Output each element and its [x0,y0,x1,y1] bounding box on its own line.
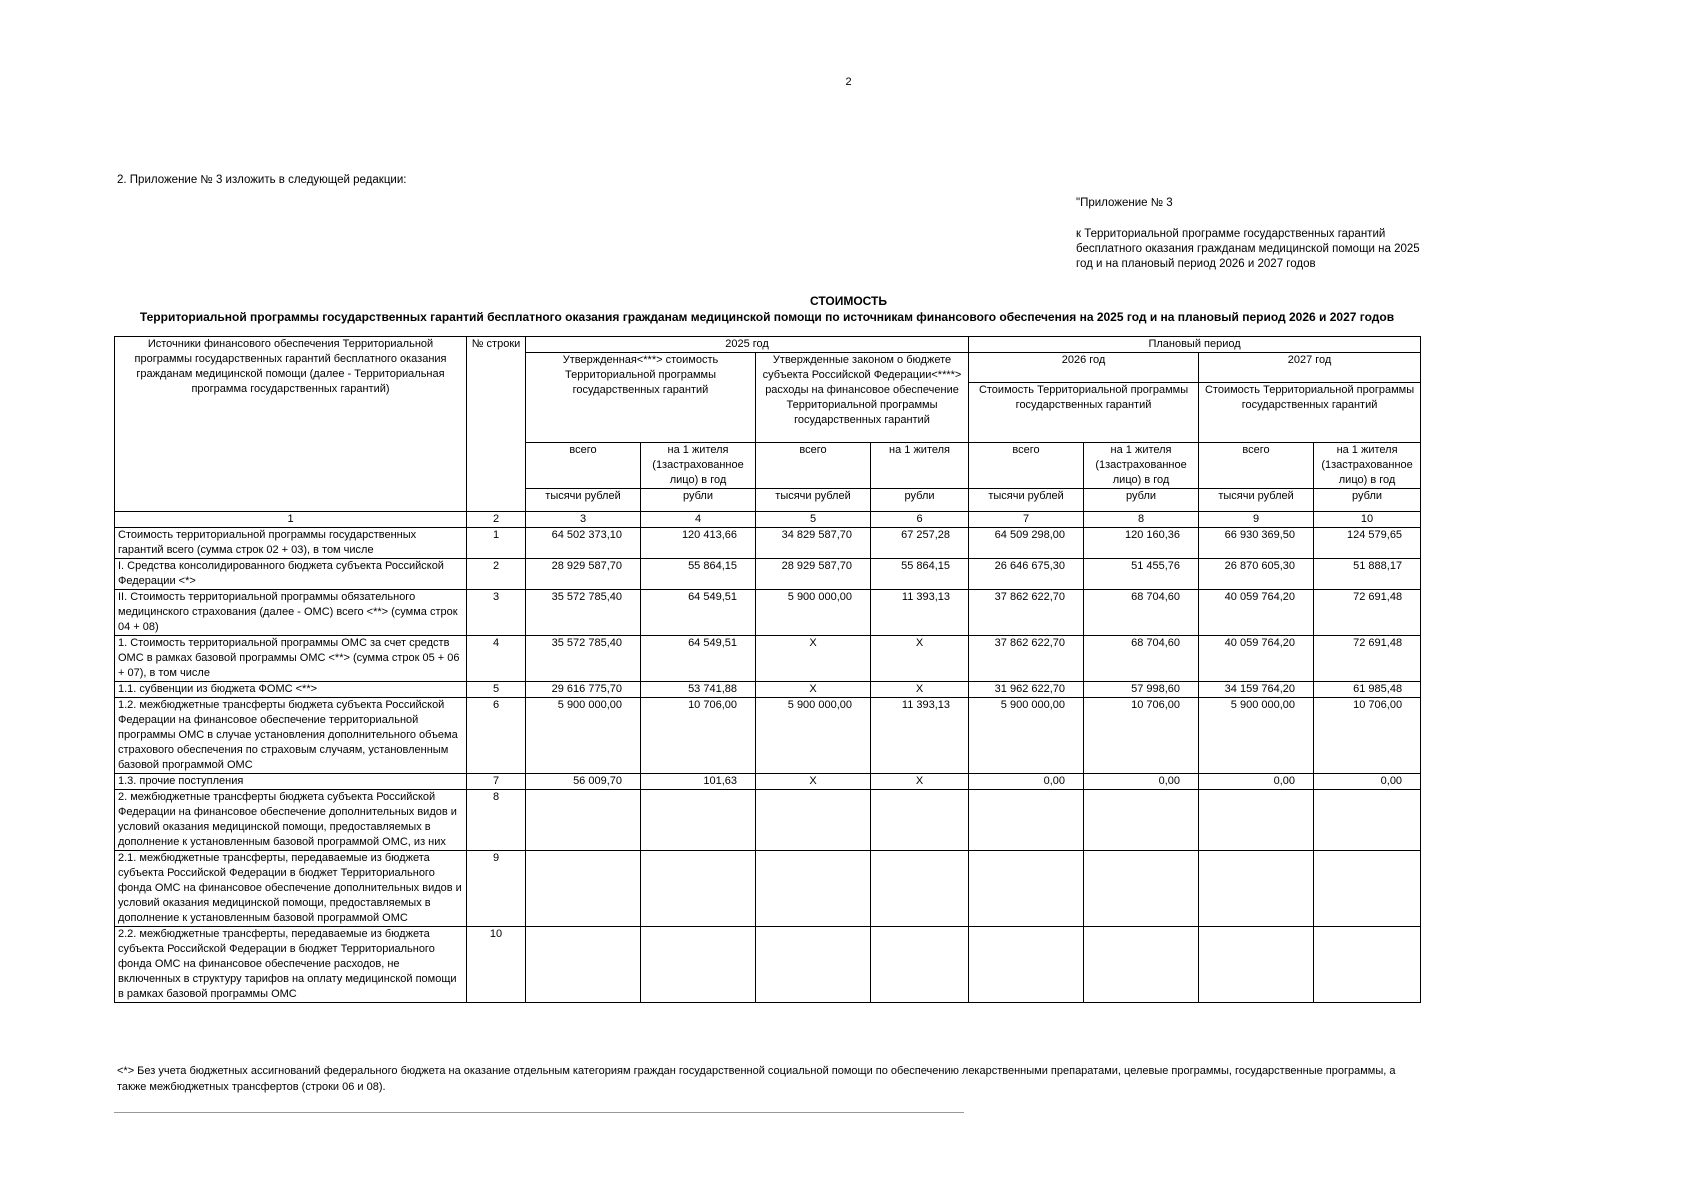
header-cost-2026: Стоимость Территориальной программы государственных гарантий [969,383,1199,443]
row-value [969,851,1084,927]
row-value: 66 930 369,50 [1199,528,1314,559]
row-source-name: Стоимость территориальной программы государственных гарантий всего (сумма строк 02 + 03), в том числе [115,528,467,559]
row-value [526,790,641,851]
row-value: 0,00 [1314,774,1421,790]
appendix-note: к Территориальной программе государственных гарантий бесплатного оказания гражданам медицинской помощи на 2025 год и на плановый период 2026 и 2027 годов [1076,228,1420,270]
row-number: 9 [467,851,526,927]
footnote: <*> Без учета бюджетных ассигнований федерального бюджета на оказание отдельным категориям граждан государственной социальной помощи по обеспечению лекарственными препаратами, целевые программы, государственные программы, а также межбюджетных трансфертов (строки 06 и 08). [117,1065,1396,1093]
row-value: 5 900 000,00 [756,590,871,636]
row-value: 5 900 000,00 [526,698,641,774]
row-value [526,851,641,927]
row-value [1314,927,1421,1003]
row-source-name: 1.2. межбюджетные трансферты бюджета субъекта Российской Федерации на финансовое обеспечение территориальной программы ОМС в случае установления дополнительного объема страхового обеспечения по страховым случаям, установленным базовой программой ОМС [115,698,467,774]
row-source-name: II. Стоимость территориальной программы обязательного медицинского страхования (далее - ОМС) всего <**> (сумма строк 04 + 08) [115,590,467,636]
header-per-resident-year: на 1 жителя (1застрахованное лицо) в год [641,443,756,489]
row-value [1084,790,1199,851]
row-value: 31 962 622,70 [969,682,1084,698]
header-total: всего [526,443,641,489]
column-number: 5 [756,512,871,528]
table-row [115,559,1421,590]
row-value: 64 549,51 [641,636,756,682]
row-value [1199,790,1314,851]
row-value [969,790,1084,851]
row-value: 57 998,60 [1084,682,1199,698]
row-value: 5 900 000,00 [1199,698,1314,774]
row-value [1084,851,1199,927]
column-number: 4 [641,512,756,528]
row-value: 0,00 [1084,774,1199,790]
row-number: 7 [467,774,526,790]
row-value: 5 900 000,00 [756,698,871,774]
row-value [641,927,756,1003]
row-value: X [756,774,871,790]
column-number: 10 [1314,512,1421,528]
row-value [756,851,871,927]
header-year-2027: 2027 год [1199,353,1421,383]
row-value: 10 706,00 [1314,698,1421,774]
row-value [871,790,969,851]
row-source-name: 1.1. субвенции из бюджета ФОМС <**> [115,682,467,698]
table-row [115,774,1421,790]
row-value: X [756,682,871,698]
row-value: 53 741,88 [641,682,756,698]
row-value: 120 160,36 [1084,528,1199,559]
header-year-2026: 2026 год [969,353,1199,383]
row-value: X [756,636,871,682]
header-unit: тысячи рублей [1199,489,1314,512]
row-value: 35 572 785,40 [526,636,641,682]
row-value: 37 862 622,70 [969,636,1084,682]
row-value [756,927,871,1003]
table-row [115,790,1421,851]
row-number: 4 [467,636,526,682]
row-value: 55 864,15 [871,559,969,590]
header-year-2025: 2025 год [526,337,969,353]
header-plan-period: Плановый период [969,337,1421,353]
row-value: X [871,636,969,682]
row-value: 64 502 373,10 [526,528,641,559]
cost-table [114,336,1421,1003]
row-number: 10 [467,927,526,1003]
row-value: 37 862 622,70 [969,590,1084,636]
row-value [1199,927,1314,1003]
column-number-row [115,512,1421,528]
row-value: 55 864,15 [641,559,756,590]
row-value: 64 549,51 [641,590,756,636]
footnote-divider [114,1112,964,1113]
row-value: 40 059 764,20 [1199,636,1314,682]
header-total: всего [1199,443,1314,489]
row-source-name: 2. межбюджетные трансферты бюджета субъекта Российской Федерации на финансовое обеспечение дополнительных видов и условий оказания медицинской помощи, предоставляемых в дополнение к установленным базовой программой ОМС, из них [115,790,467,851]
row-value: 64 509 298,00 [969,528,1084,559]
row-source-name: 2.1. межбюджетные трансферты, передаваемые из бюджета субъекта Российской Федерации в бюджет Территориального фонда ОМС на финансовое обеспечение дополнительных видов и условий оказания медицинской помощи, предоставляемых в дополнение к установленным базовой программой ОМС [115,851,467,927]
header-row-no: № строки [467,337,526,512]
column-number: 6 [871,512,969,528]
row-source-name: I. Средства консолидированного бюджета субъекта Российской Федерации <*> [115,559,467,590]
header-per-resident: на 1 жителя [871,443,969,489]
row-value [969,927,1084,1003]
row-value: 51 888,17 [1314,559,1421,590]
table-row [115,528,1421,559]
column-number: 2 [467,512,526,528]
header-unit: тысячи рублей [526,489,641,512]
header-unit: рубли [1314,489,1421,512]
row-value: 124 579,65 [1314,528,1421,559]
row-number: 1 [467,528,526,559]
row-value [1314,790,1421,851]
row-value: 26 870 605,30 [1199,559,1314,590]
row-value: 0,00 [969,774,1084,790]
header-total: всего [756,443,871,489]
row-value: 11 393,13 [871,590,969,636]
header-per-resident-year: на 1 жителя (1застрахованное лицо) в год [1084,443,1199,489]
page-number: 2 [845,76,852,88]
row-source-name: 1. Стоимость территориальной программы ОМС за счет средств ОМС в рамках базовой программы ОМС <**> (сумма строк 05 + 06 + 07), в том числе [115,636,467,682]
header-unit: тысячи рублей [756,489,871,512]
intro-text: 2. Приложение № 3 изложить в следующей редакции: [117,174,407,186]
document-title: СТОИМОСТЬ [809,294,887,308]
row-number: 2 [467,559,526,590]
row-number: 3 [467,590,526,636]
header-approved-budget: Утвержденные законом о бюджете субъекта Российской Федерации<****> расходы на финансовое обеспечение Территориальной программы государственных гарантий [756,353,969,443]
row-source-name: 1.3. прочие поступления [115,774,467,790]
row-value: 28 929 587,70 [526,559,641,590]
row-value: 68 704,60 [1084,636,1199,682]
row-value [1199,851,1314,927]
row-value: 10 706,00 [1084,698,1199,774]
column-number: 8 [1084,512,1199,528]
table-row [115,682,1421,698]
row-value: X [871,682,969,698]
row-number: 6 [467,698,526,774]
table-row [115,851,1421,927]
header-cost-2027: Стоимость Территориальной программы государственных гарантий [1199,383,1421,443]
header-unit: рубли [871,489,969,512]
row-value: 68 704,60 [1084,590,1199,636]
row-value: 72 691,48 [1314,636,1421,682]
column-number: 7 [969,512,1084,528]
row-value: 28 929 587,70 [756,559,871,590]
row-value: 34 829 587,70 [756,528,871,559]
table-row [115,636,1421,682]
row-value [526,927,641,1003]
row-value: 29 616 775,70 [526,682,641,698]
table-row [115,927,1421,1003]
row-value: 67 257,28 [871,528,969,559]
row-source-name: 2.2. межбюджетные трансферты, передаваемые из бюджета субъекта Российской Федерации в бюджет Территориального фонда ОМС на финансовое обеспечение расходов, не включенных в структуру тарифов на оплату медицинской помощи в рамках базовой программы ОМС [115,927,467,1003]
header-per-resident-year: на 1 жителя (1застрахованное лицо) в год [1314,443,1421,489]
row-value: 40 059 764,20 [1199,590,1314,636]
row-value [871,851,969,927]
row-value: 26 646 675,30 [969,559,1084,590]
row-value [1084,927,1199,1003]
table-body [115,528,1421,1003]
header-total: всего [969,443,1084,489]
row-value: 35 572 785,40 [526,590,641,636]
row-value: 0,00 [1199,774,1314,790]
row-number: 8 [467,790,526,851]
row-value: 10 706,00 [641,698,756,774]
row-value: 56 009,70 [526,774,641,790]
row-value: X [871,774,969,790]
header-unit: тысячи рублей [969,489,1084,512]
row-value [871,927,969,1003]
row-value [641,851,756,927]
header-unit: рубли [641,489,756,512]
row-value [756,790,871,851]
header-source: Источники финансового обеспечения Территориальной программы государственных гарантий бесплатного оказания гражданам медицинской помощи (далее - Территориальная программа государственных гарантий) [115,337,467,512]
row-number: 5 [467,682,526,698]
header-unit: рубли [1084,489,1199,512]
row-value: 34 159 764,20 [1199,682,1314,698]
table-row [115,698,1421,774]
table-row [115,590,1421,636]
row-value: 5 900 000,00 [969,698,1084,774]
row-value [641,790,756,851]
row-value: 101,63 [641,774,756,790]
row-value: 11 393,13 [871,698,969,774]
header-approved-cost: Утвержденная<***> стоимость Территориальной программы государственных гарантий [526,353,756,443]
row-value: 72 691,48 [1314,590,1421,636]
document-subtitle: Территориальной программы государственных гарантий бесплатного оказания гражданам медицинской помощи по источникам финансового обеспечения на 2025 год и на плановый период 2026 и 2027 годов [139,310,1395,324]
row-value: 61 985,48 [1314,682,1421,698]
row-value: 51 455,76 [1084,559,1199,590]
column-number: 3 [526,512,641,528]
row-value [1314,851,1421,927]
column-number: 9 [1199,512,1314,528]
appendix-heading: "Приложение № 3 [1076,197,1173,209]
column-number: 1 [115,512,467,528]
row-value: 120 413,66 [641,528,756,559]
